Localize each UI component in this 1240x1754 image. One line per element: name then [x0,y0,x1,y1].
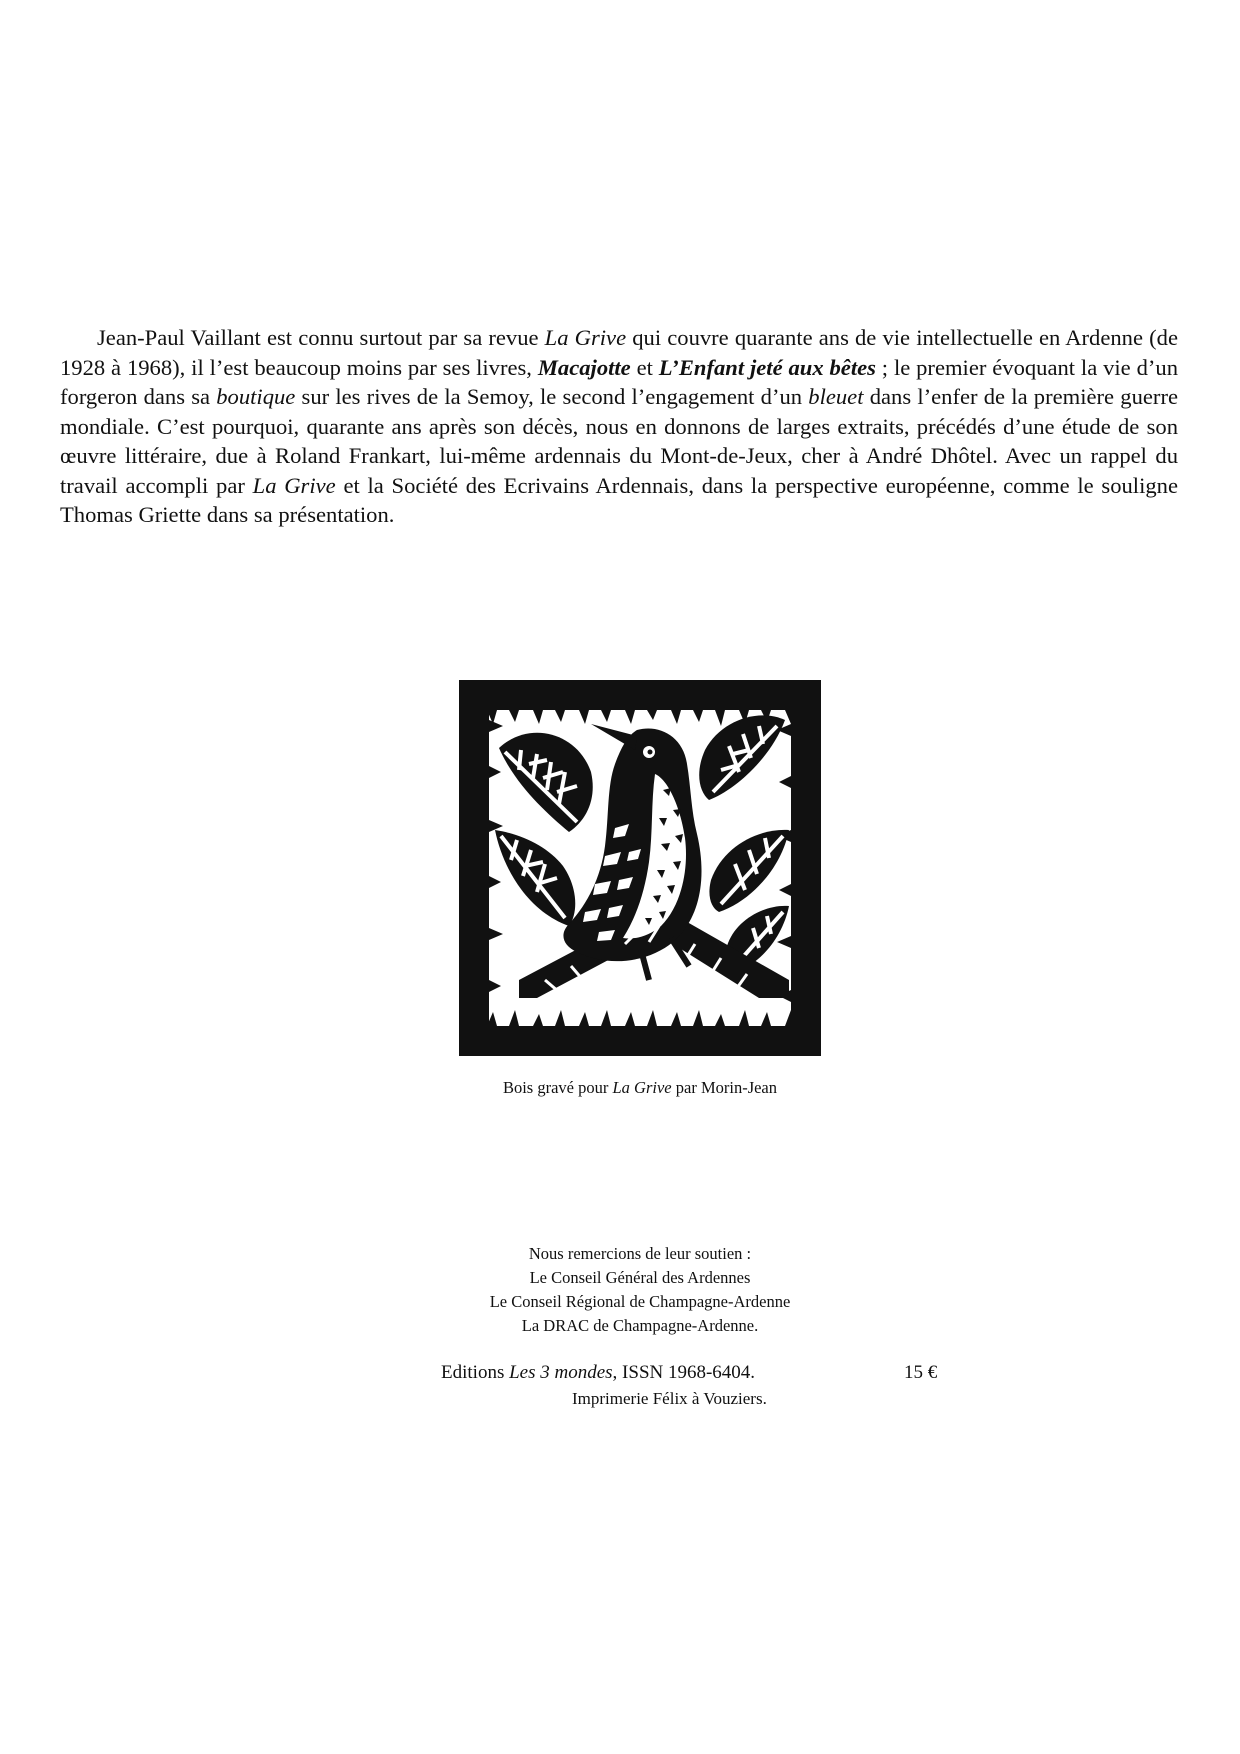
imprint [441,1360,1001,1408]
intro-text-4: ; le premier évoquant la vie d’un forgeron dans sa [60,354,1178,409]
thrush-woodcut-icon [459,680,821,1056]
intro-paragraph [60,323,1178,530]
intro-text-3: et [630,354,659,380]
imprint-line [441,1360,1001,1386]
publisher-info [441,1360,755,1386]
publisher-name: Les 3 mondes [509,1362,613,1383]
journal-title-la-grive-2: La Grive [252,472,336,498]
sponsor-conseil-general: Le Conseil Général des Ardennes [529,1268,751,1287]
intro-text-5: sur les rives de la Semoy, le second l’engagement d’un [295,384,809,409]
acknowledgements [340,1242,940,1338]
intro-text-2: qui couvre quarante ans de vie intellectuelle en Ardenne (de 1928 à 1968), il l’est beaucoup moins par ses livres, [60,325,1178,380]
printer: Imprimerie Félix à Vouziers. [572,1389,767,1408]
price: 15 € [904,1362,938,1383]
journal-title-la-grive: La Grive [544,325,627,350]
book-title-macajotte: Macajotte [537,354,631,380]
term-boutique: boutique [216,384,296,409]
sponsor-drac: La DRAC de Champagne-Ardenne. [521,1316,759,1335]
caption-title: La Grive [612,1078,672,1097]
intro-text-7: et la Société des Ecrivains Ardennais, dans la perspective européenne, comme le souligne Thomas Griette dans sa présentation. [60,472,1178,527]
sponsor-conseil-regional: Le Conseil Régional de Champagne-Ardenne [489,1292,791,1311]
book-title-enfant-jete-aux-betes: L’Enfant jeté aux bêtes [658,354,876,380]
acknowledgements-heading: Nous remercions de leur soutien : [528,1244,752,1263]
publisher-prefix: Editions [441,1362,510,1383]
caption-suffix: par Morin-Jean [671,1078,778,1097]
caption-prefix: Bois gravé pour [502,1078,613,1097]
woodcut-svg [459,680,821,1056]
intro-text-6: dans l’enfer de la première guerre mondiale. C’est pourquoi, quarante ans après son décès, nous en donnons de larges extraits, précédés d’une étude de son œuvre littéraire, due à Roland Frankart, lui-même ardennais du Mont-de-Jeux, cher à André Dhôtel. Avec un rappel du travail accompli par [60,384,1178,498]
issn: , ISSN 1968-6404. [612,1362,756,1383]
intro-text-1: Jean-Paul Vaillant est connu surtout par sa revue [97,325,545,350]
term-bleuet: bleuet [808,384,864,409]
illustration-caption [340,1078,940,1098]
